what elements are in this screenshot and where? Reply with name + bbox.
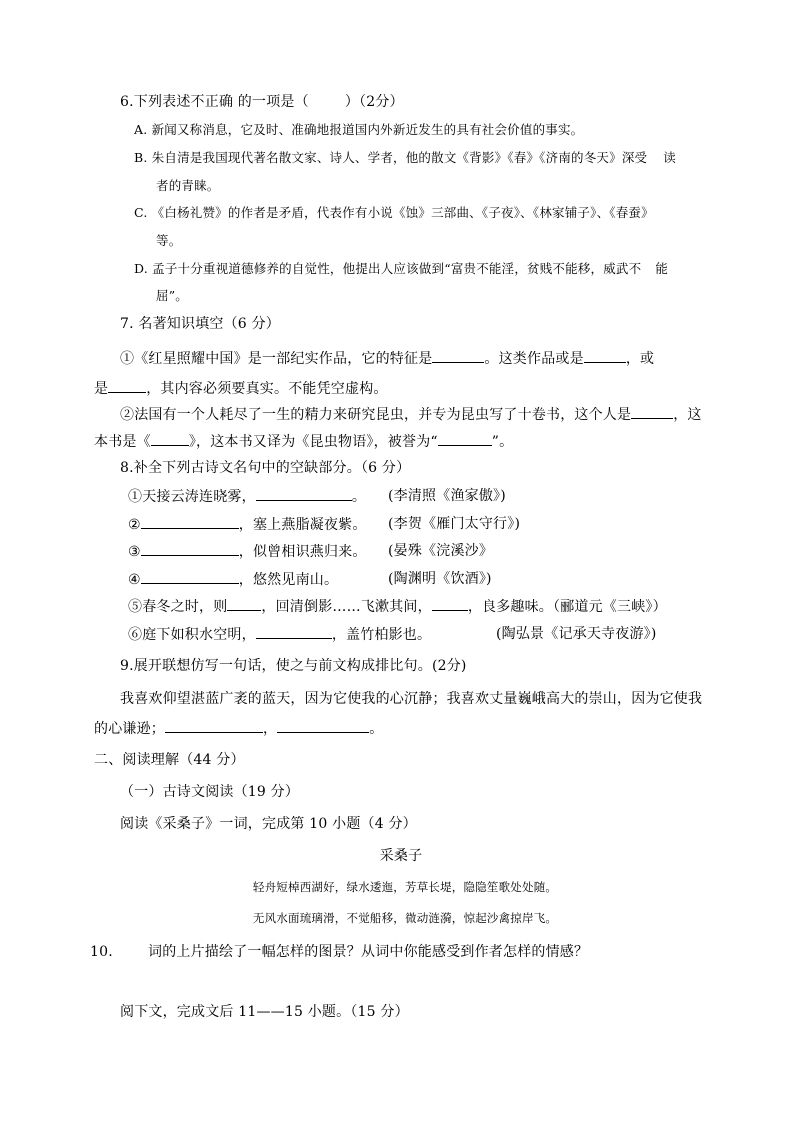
q7-line-3: ②法国有一个人耗尽了一生的精力来研究昆虫，并专为昆虫写了十卷书，这个人是 ，这 <box>120 404 702 425</box>
answer-blank[interactable] <box>141 569 239 584</box>
answer-blank[interactable] <box>165 718 263 733</box>
q7-line-2: 是 ，其内容必须要真实。不能凭空虚构。 <box>94 378 388 399</box>
answer-blank[interactable] <box>256 624 332 639</box>
q6-option-b-cont: 者的青睐。 <box>156 178 220 193</box>
q8-line-5: ⑤春冬之时，则 ，回清倒影……飞漱其间， ，良多趣味。（郦道元《三峡》） <box>128 596 667 617</box>
q9-title: 9.展开联想仿写一句话，使之与前文构成排比句。(2分) <box>120 658 467 674</box>
q8-line-1: ①天接云涛连晓雾， 。 <box>128 486 366 507</box>
q6-option-c-cont: 等。 <box>156 233 182 248</box>
answer-blank[interactable] <box>277 718 369 733</box>
answer-blank[interactable] <box>256 486 352 501</box>
q6-option-d: D. 孟子十分重视道德修养的自觉性，他提出人应该做到“富贵不能淫，贫贱不能移，威武不 能 <box>134 261 669 276</box>
reading-instruction-2: 阅下文，完成文后 11——15 小题。（15 分） <box>120 1004 409 1020</box>
q8-source-3: (晏殊《浣溪沙》 <box>388 543 494 559</box>
q6-option-c: C. 《白杨礼赞》的作者是矛盾，代表作有小说《蚀》三部曲、《子夜》、《林家铺子》、《春蚕》 <box>134 205 654 220</box>
q9-line-2: 的心谦逊； ， 。 <box>94 718 383 739</box>
answer-blank[interactable] <box>108 378 146 393</box>
section-2-subtitle: （一）古诗文阅读（19 分） <box>120 784 300 800</box>
q7-line-4: 本书是《 》，这本书又译为《昆虫物语》，被誉为“ ”。 <box>94 431 513 452</box>
q8-line-4: ④ ，悠然见南山。 <box>128 569 338 590</box>
q8-source-2: (李贺《雁门太守行》) <box>388 516 521 532</box>
answer-blank[interactable] <box>141 514 239 529</box>
q6-option-d-cont: 屈”。 <box>156 288 188 303</box>
answer-blank[interactable] <box>584 348 626 363</box>
q7-line-1: ①《红星照耀中国》是一部纪实作品，它的特征是 。这类作品或是 ，或 <box>120 348 654 369</box>
q10-number: 10. <box>90 944 113 960</box>
poem-line-2: 无风水面琉璃滑，不觉船移，微动涟漪，惊起沙禽掠岸飞。 <box>252 911 558 925</box>
answer-blank[interactable] <box>432 348 484 363</box>
poem-title: 采桑子 <box>379 848 423 864</box>
q8-title: 8.补全下列古诗文名句中的空缺部分。（6 分） <box>120 460 411 476</box>
poem-line-1: 轻舟短棹西湖好，绿水逶迤，芳草长堤，隐隐笙歌处处随。 <box>252 880 558 894</box>
q9-line-1: 我喜欢仰望湛蓝广袤的蓝天，因为它使我的心沉静；我喜欢丈量巍峨高大的崇山，因为它使我 <box>120 691 703 707</box>
q10-text: 词的上片描绘了一幅怎样的图景？从词中你能感受到作者怎样的情感？ <box>148 944 589 960</box>
reading-instruction: 阅读《采桑子》一词，完成第 10 小题（4 分） <box>120 816 417 832</box>
q8-line-6: ⑥庭下如积水空明， ，盖竹柏影也。 <box>128 624 431 645</box>
q6-stem: 6.下列表述不正确 的一项是（ ）（2分） <box>120 94 404 110</box>
answer-blank[interactable] <box>432 596 468 611</box>
q7-title: 7. 名著知识填空（6 分） <box>120 316 280 332</box>
answer-blank[interactable] <box>141 541 239 556</box>
q8-line-2: ② ，塞上燕脂凝夜紫。 <box>128 514 367 535</box>
q8-source-6: (陶弘景《记承天寺夜游》) <box>496 626 657 642</box>
q6-option-a: A. 新闻又称消息，它及时、准确地报道国内外新近发生的具有社会价值的事实。 <box>134 122 584 137</box>
q8-source-1: (李清照《渔家傲》) <box>388 488 506 504</box>
answer-blank[interactable] <box>227 596 261 611</box>
q8-line-3: ③ ，似曾相识燕归来。 <box>128 541 367 562</box>
answer-blank[interactable] <box>631 404 673 419</box>
section-2-title: 二、阅读理解（44 分） <box>94 752 245 768</box>
answer-blank[interactable] <box>438 431 492 446</box>
q8-source-4: (陶渊明《饮酒》) <box>388 571 492 587</box>
q6-option-b: B. 朱自清是我国现代著名散文家、诗人、学者，他的散文《背影》《春》《济南的冬天》深受 读 <box>134 150 676 165</box>
answer-blank[interactable] <box>151 431 189 446</box>
